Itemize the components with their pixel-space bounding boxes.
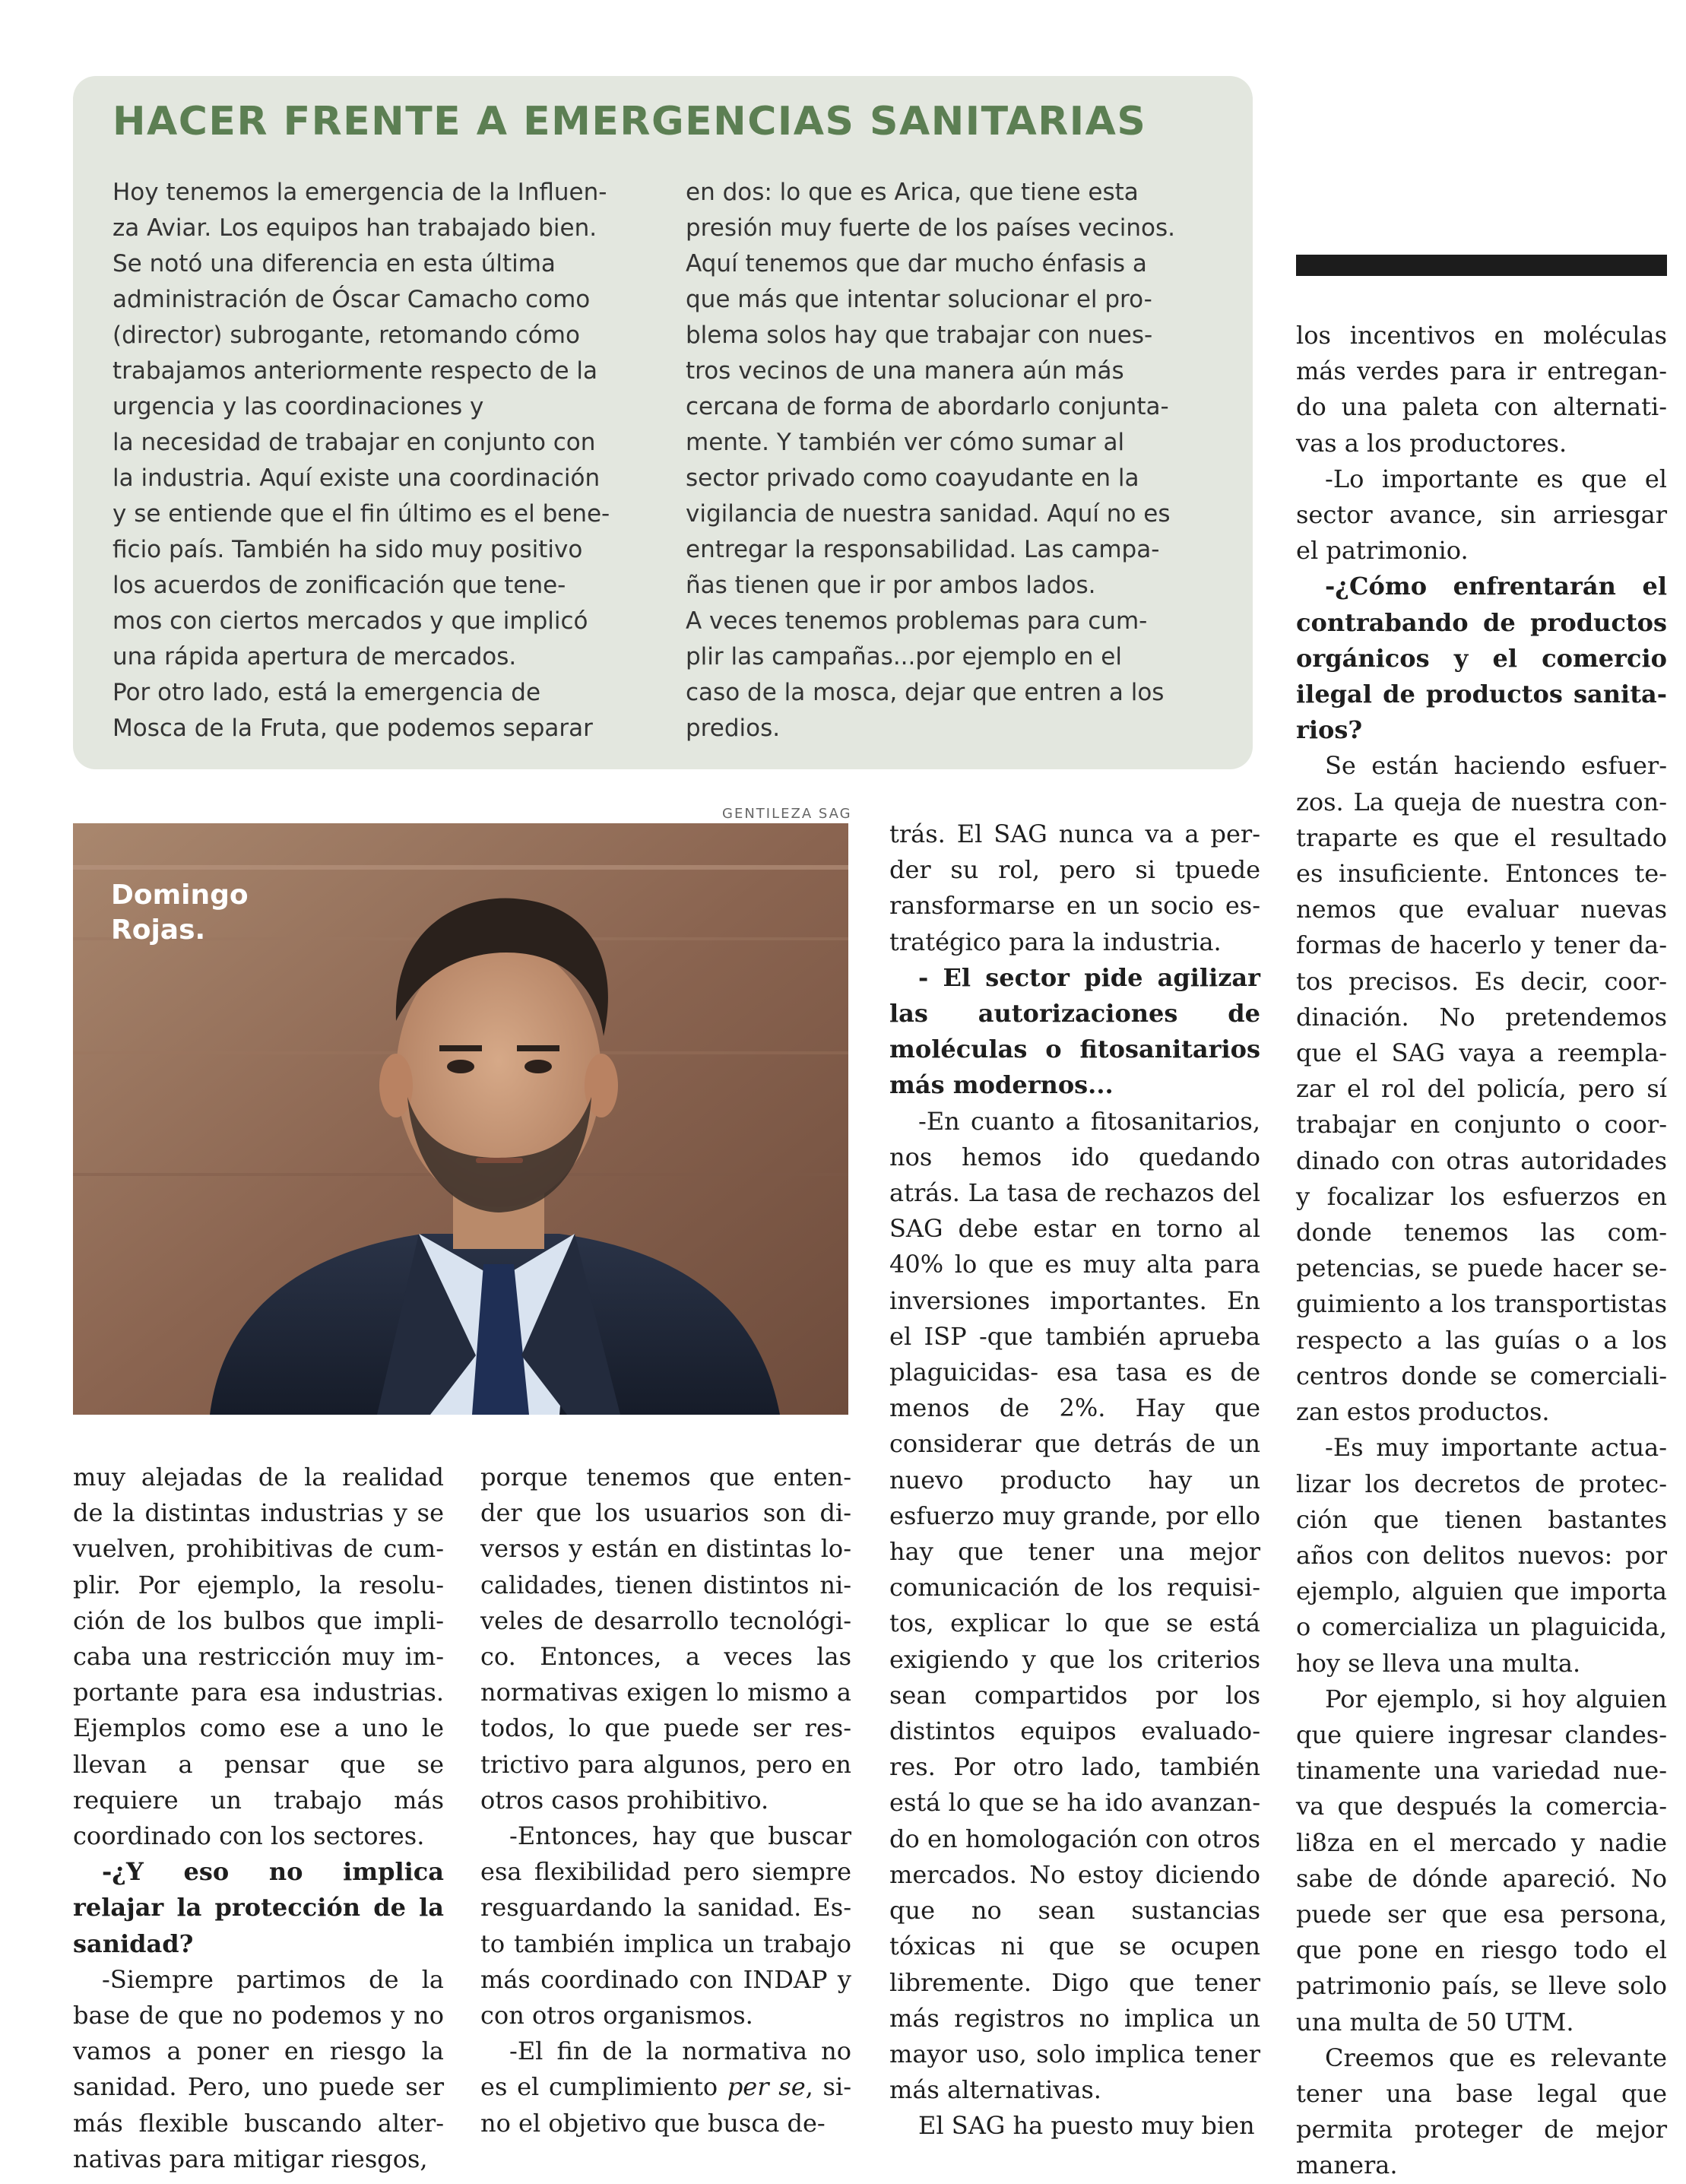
paragraph: -Siempre partimos de la base de que no podemos y no vamos a poner en riesgo la sanidad. Pero, uno puede ser más flexible buscando alternativas para mitigar riesgos, <box>73 1964 444 2173</box>
sidebar-line: caso de la mosca, dejar que entren a los <box>686 679 1165 706</box>
sidebar-line: Por otro lado, está la emergencia de <box>113 679 541 706</box>
sidebar-line: que más que intentar solucionar el pro- <box>686 286 1152 313</box>
sidebar-line: Aquí tenemos que dar mucho énfasis a <box>686 250 1147 277</box>
interview-question: - El sector pide agilizar las autorizaciones de moléculas o fitosanitarios más modernos... <box>889 962 1260 1100</box>
article-column-4 <box>1296 318 1667 2184</box>
sidebar-line: sector privado como coayudante en la <box>686 464 1139 492</box>
sidebar-line: A veces tenemos problemas para cum- <box>686 607 1148 635</box>
sidebar-line: la necesidad de trabajar en conjunto con <box>113 429 596 456</box>
paragraph: trás. El SAG nunca va a perder su rol, pero si tpuede ransformarse en un socio estratégico para la industria. <box>889 819 1260 956</box>
sidebar-line: tros vecinos de una manera aún más <box>686 357 1124 385</box>
paragraph: -En cuanto a fitosanitarios, nos hemos ido quedando atrás. La tasa de rechazos del SAG debe estar en torno al 40% lo que es muy alta para inversiones importantes. En el ISP -que también aprueba plaguicidas- esa tasa es de menos de 2%. Hay que considerar que detrás de un nuevo producto hay un esfuerzo muy grande, por ello hay que tener una mejor comunicación de los requisitos, explicar lo que se está exigiendo y que los criterios sean compartidos por los distintos equipos evaluadores. Por otro lado, también está lo que se ha ido avanzando en homologación con otros mercados. No estoy diciendo que no sean sustancias tóxicas ni que se ocupen libremente. Digo que tener más registros no implica un mayor uso, solo implica tener más alternativas. <box>889 1106 1260 2105</box>
paragraph <box>480 2033 851 2141</box>
caption-last-name: Rojas. <box>111 914 206 946</box>
sidebar-line: ñas tienen que ir por ambos lados. <box>686 572 1096 599</box>
sidebar-line: y se entiende que el fin último es el bene- <box>113 500 610 528</box>
sidebar-line: presión muy fuerte de los países vecinos. <box>686 214 1175 242</box>
photo-credit: GENTILEZA SAG <box>722 806 852 822</box>
sidebar-line: una rápida apertura de mercados. <box>113 643 517 670</box>
interview-question: -¿Y eso no implica relajar la protección de la sanidad? <box>73 1857 444 1958</box>
sidebar-box <box>73 76 1253 769</box>
sidebar-line: Se notó una diferencia en esta última <box>113 250 556 277</box>
paragraph: porque tenemos que entender que los usuarios son diversos y están en distintas localidades, tienen distintos niveles de desarrollo tecnológico. Entonces, a veces las normativas exigen lo mismo a todos, lo que puede ser restrictivo para algunos, pero en otros casos prohibitivo. <box>480 1463 851 1815</box>
italic-phrase: per se <box>727 2072 806 2102</box>
sidebar-line: los acuerdos de zonificación que tene- <box>113 572 566 599</box>
column-rule <box>1296 255 1667 276</box>
sidebar-line: Mosca de la Fruta, que podemos separar <box>113 715 593 742</box>
sidebar-column-2 <box>686 175 1218 746</box>
article-column-1 <box>73 1460 444 2177</box>
sidebar-line: en dos: lo que es Arica, que tiene esta <box>686 179 1139 206</box>
sidebar-line: za Aviar. Los equipos han trabajado bien. <box>113 214 597 242</box>
paragraph: Se están haciendo esfuerzos. La queja de nuestra contraparte es que el resultado es insuficiente. Entonces tenemos que evaluar nuevas formas de hacerlo y tener datos precisos. Es decir, coordinación. No pretendemos que el SAG vaya a reemplazar el rol del policía, pero sí trabajar en conjunto o coordinado con otras autoridades y focalizar los esfuerzos en donde tenemos las competencias, se puede hacer seguimiento a los transportistas respecto a las guías o a los centros donde se comercializan estos productos. <box>1296 751 1667 1427</box>
caption-first-name: Domingo <box>111 880 249 911</box>
paragraph: -Lo importante es que el sector avance, sin arriesgar el patrimonio. <box>1296 464 1667 566</box>
sidebar-line: urgencia y las coordinaciones y <box>113 393 484 420</box>
sidebar-line: la industria. Aquí existe una coordinación <box>113 464 601 492</box>
paragraph: Por ejemplo, si hoy alguien que quiere ingresar clandestinamente una variedad nueva que después la comerciali8za en el mercado y nadie sabe de dónde apareció. No puede ser que esa persona, que pone en riesgo todo el patrimonio país, se lleve solo una multa de 50 UTM. <box>1296 1684 1667 2037</box>
sidebar-line: cercana de forma de abordarlo conjunta- <box>686 393 1169 420</box>
sidebar-line: trabajamos anteriormente respecto de la <box>113 357 598 385</box>
sidebar-line: administración de Óscar Camacho como <box>113 286 591 313</box>
sidebar-line: blema solos hay que trabajar con nues- <box>686 322 1153 349</box>
article-column-2 <box>480 1460 851 2141</box>
sidebar-line: plir las campañas...por ejemplo en el <box>686 643 1122 670</box>
sidebar-title: HACER FRENTE A EMERGENCIAS SANITARIAS <box>113 99 1147 144</box>
portrait-photo <box>73 823 848 1415</box>
paragraph-text: -El fin de la normativa no es el cumplimiento <box>480 2037 851 2102</box>
sidebar-line: mos con ciertos mercados y que implicó <box>113 607 588 635</box>
photo-caption <box>111 878 249 948</box>
sidebar-line: predios. <box>686 715 781 742</box>
sidebar-line: ficio país. También ha sido muy positivo <box>113 536 583 563</box>
paragraph: Creemos que es relevante tener una base legal que permita proteger de mejor manera. <box>1296 2043 1667 2180</box>
paragraph: -Es muy importante actualizar los decretos de protección que tienen bastantes años con delitos nuevos: por ejemplo, alguien que importa o comercializa un plaguicida, hoy se lleva una multa. <box>1296 1433 1667 1678</box>
sidebar-column-1 <box>113 175 645 746</box>
sidebar-line: mente. Y también ver cómo sumar al <box>686 429 1125 456</box>
interview-question: -¿Cómo enfrentarán el contrabando de productos orgánicos y el comercio ilegal de productos sanitarios? <box>1296 572 1667 745</box>
sidebar-line: vigilancia de nuestra sanidad. Aquí no es <box>686 500 1171 528</box>
paragraph: El SAG ha puesto muy bien <box>918 2111 1255 2141</box>
paragraph: muy alejadas de la realidad de la distintas industrias y se vuelven, prohibitivas de cumplir. Por ejemplo, la resolución de los bulbos que implicaba una restricción muy importante para esa industrias. Ejemplos como ese a uno le llevan a pensar que se requiere un trabajo más coordinado con los sectores. <box>73 1463 444 1851</box>
sidebar-line: (director) subrogante, retomando cómo <box>113 322 580 349</box>
sidebar-line: Hoy tenemos la emergencia de la Influen- <box>113 179 607 206</box>
article-column-3 <box>889 816 1260 2144</box>
paragraph: los incentivos en moléculas más verdes para ir entregando una paleta con alternativas a los productores. <box>1296 321 1667 458</box>
sidebar-line: entregar la responsabilidad. Las campa- <box>686 536 1160 563</box>
paragraph-text: , sino el objetivo que busca de- <box>480 2072 851 2138</box>
paragraph: -Entonces, hay que buscar esa flexibilidad pero siempre resguardando la sanidad. Esto también implica un trabajo más coordinado con INDAP y con otros organismos. <box>480 1821 851 2030</box>
